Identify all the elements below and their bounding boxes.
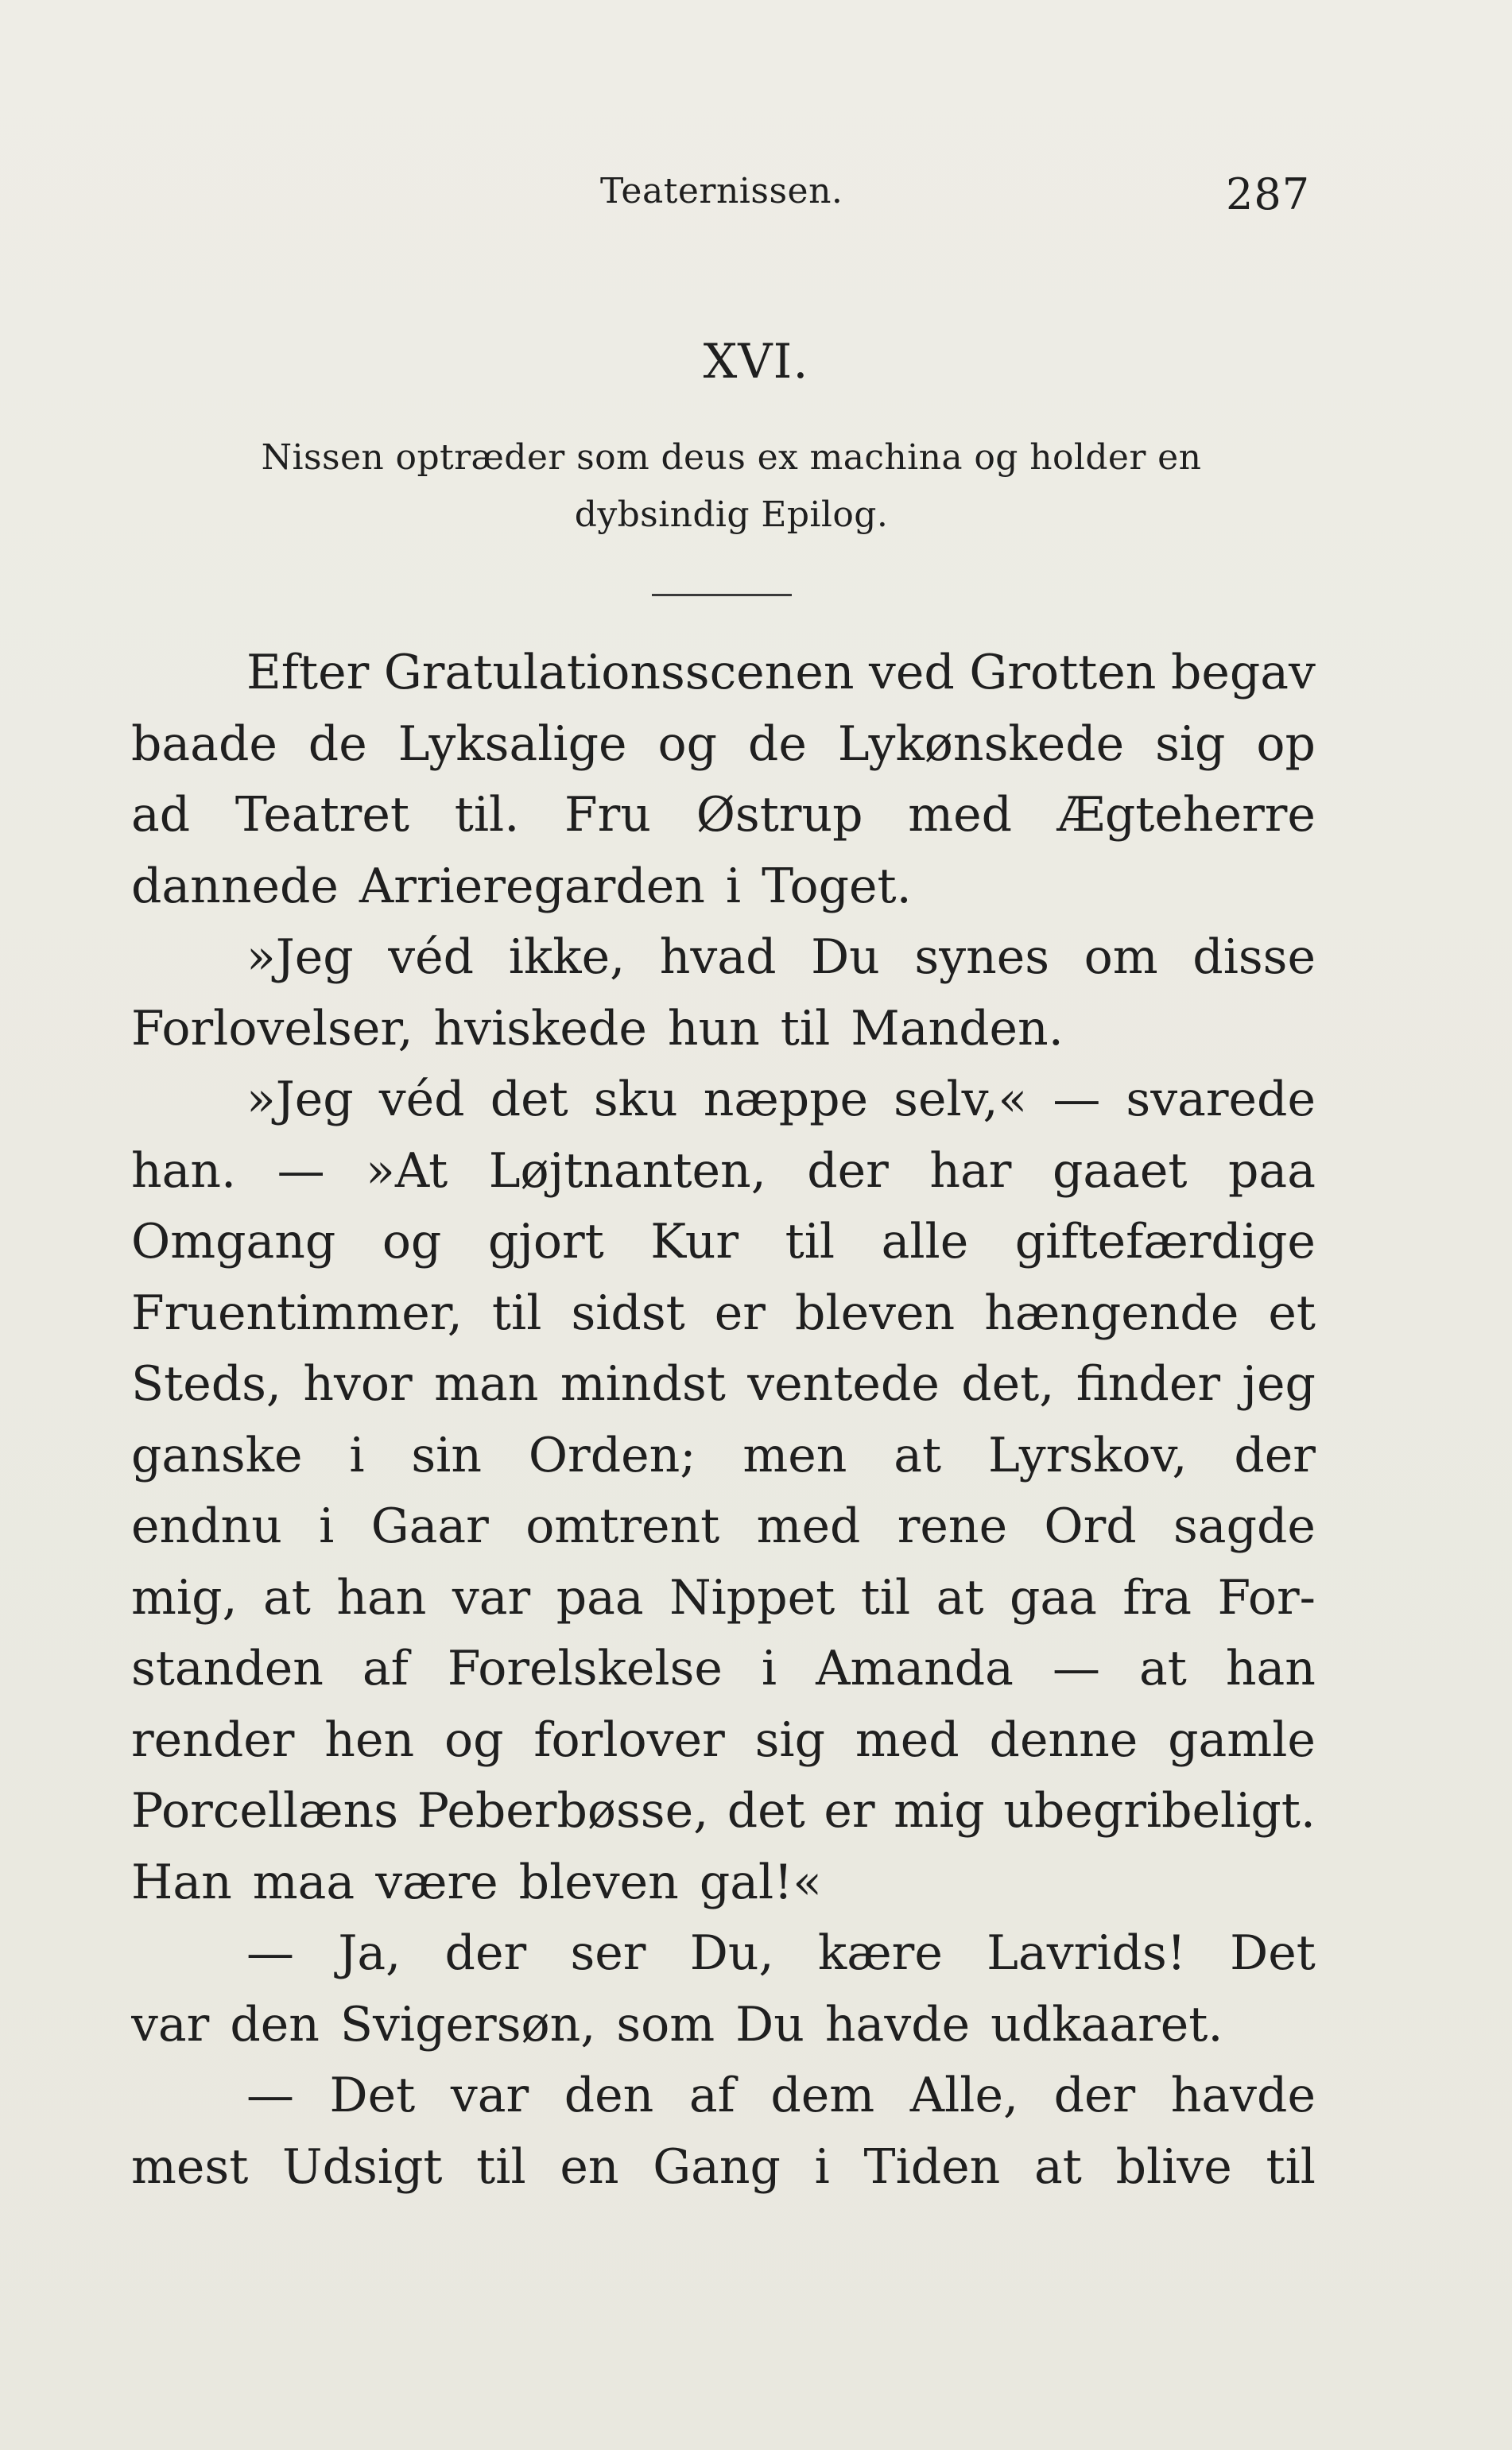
word: et [1268, 1285, 1316, 1341]
word: For- [1217, 1569, 1316, 1626]
text-line [131, 1634, 1316, 1705]
word: var [450, 2068, 529, 2123]
body-text [131, 638, 1316, 2203]
word: dem [770, 2068, 875, 2123]
word: næppe [703, 1072, 869, 1127]
word: Amanda [816, 1641, 1014, 1696]
word: Lykønskede [837, 715, 1125, 772]
text-line [131, 2060, 1316, 2132]
word: Steds, [131, 1356, 281, 1412]
word: at [1034, 2138, 1082, 2195]
chapter-subtitle [215, 429, 1248, 544]
word: Ord [1044, 1498, 1137, 1554]
word: forlover [533, 1712, 725, 1768]
word: er [714, 1285, 766, 1341]
word: ganske [131, 1427, 303, 1483]
page-header [0, 164, 1512, 219]
word: Teatret [235, 787, 409, 843]
word: begav [1170, 645, 1316, 700]
word: Orden; [528, 1427, 696, 1483]
word: af [688, 2068, 735, 2123]
text-line [131, 2132, 1316, 2204]
word: Du, [689, 1925, 774, 1981]
word: Udsigt [282, 2138, 443, 2195]
word: Det [329, 2068, 416, 2123]
word: ser [570, 1925, 646, 1981]
word: udkaaret. [991, 1996, 1223, 2053]
word: som [616, 1996, 715, 2053]
text-line [131, 1776, 1316, 1847]
word: i [319, 1498, 335, 1554]
word: gjort [487, 1214, 604, 1270]
word: med [908, 787, 1013, 843]
word: Toget. [762, 858, 912, 914]
word: — [1053, 1072, 1101, 1127]
word: — [246, 2068, 294, 2123]
word: Forelskelse [447, 1641, 723, 1696]
word: det [490, 1072, 568, 1127]
word: han [1225, 1641, 1316, 1696]
running-title: Teaternissen. [600, 171, 843, 211]
word: finder [1076, 1356, 1221, 1412]
word: véd [388, 929, 475, 985]
word: til [780, 1000, 831, 1056]
word: sidst [571, 1285, 685, 1341]
word: Forlovelser, [131, 1000, 413, 1056]
word: endnu [131, 1498, 282, 1554]
word: paa [556, 1569, 644, 1626]
word: til [860, 1569, 911, 1626]
word: mig, [131, 1569, 238, 1626]
word: Gang [653, 2138, 781, 2195]
word: ad [131, 787, 191, 843]
word: — [246, 1925, 294, 1981]
chapter-subtitle-line: dybsindig Epilog. [574, 494, 889, 535]
word: Fru [564, 787, 651, 843]
word: i [814, 2138, 830, 2195]
word: selv,« [894, 1072, 1028, 1127]
word: giftefærdige [1014, 1214, 1316, 1270]
word: den [564, 2068, 654, 2123]
word: at [263, 1569, 311, 1626]
word: Det [1230, 1925, 1316, 1981]
word: var [131, 1996, 210, 2053]
word: den [230, 1996, 320, 2053]
word: de [747, 715, 807, 772]
word: ikke, [508, 929, 626, 985]
page-number: 287 [1226, 169, 1311, 219]
text-line [131, 1918, 1316, 1990]
text-line [131, 1064, 1316, 1136]
word: Gratulationsscenen [383, 645, 855, 700]
word: i [725, 858, 742, 914]
word: véd [378, 1072, 465, 1127]
text-line [131, 994, 1316, 1065]
word: »Jeg [246, 929, 354, 985]
word: det, [961, 1356, 1055, 1412]
word: svarede [1126, 1072, 1316, 1127]
text-line [131, 1136, 1316, 1208]
word: at [1138, 1641, 1187, 1696]
word: til. [454, 787, 520, 843]
text-line [131, 1705, 1316, 1777]
word: og [444, 1712, 504, 1768]
word: Omgang [131, 1214, 336, 1270]
word: blive [1115, 2138, 1232, 2195]
word: mindst [560, 1356, 726, 1412]
word: i [761, 1641, 777, 1696]
chapter-number: XVI. [703, 334, 809, 390]
word: sig [754, 1712, 826, 1768]
word: mig [894, 1783, 985, 1839]
word: Gaar [370, 1498, 489, 1554]
word: men [742, 1427, 847, 1483]
word: til [476, 2138, 526, 2195]
word: gal!« [699, 1854, 823, 1910]
word: synes [914, 929, 1050, 985]
word: Peberbøsse, [417, 1783, 709, 1839]
chapter-subtitle-line: Nissen optræder som deus ex machina og holder en [261, 437, 1202, 478]
word: — [1052, 1641, 1100, 1696]
text-line [131, 1990, 1316, 2061]
word: ventede [747, 1356, 940, 1412]
word: denne [989, 1712, 1138, 1768]
word: Løjtnanten, [488, 1142, 766, 1199]
word: Porcellæns [131, 1783, 399, 1839]
word: op [1256, 715, 1316, 772]
word: om [1084, 929, 1158, 985]
word: Alle, [909, 2068, 1019, 2123]
word: Kur [650, 1214, 739, 1270]
word: render [131, 1712, 295, 1768]
word: og [382, 1214, 442, 1270]
word: var [452, 1569, 531, 1626]
word: til [1266, 2138, 1316, 2195]
word: Tiden [863, 2138, 1001, 2195]
word: hen [324, 1712, 415, 1768]
word: kære [817, 1925, 943, 1981]
word: ubegribeligt. [1003, 1783, 1316, 1839]
section-divider [652, 594, 792, 596]
word: hvor [303, 1356, 413, 1412]
word: og [657, 715, 717, 772]
word: havde [824, 1996, 971, 2053]
word: gaaet [1052, 1142, 1188, 1199]
text-line [131, 922, 1316, 994]
word: »At [366, 1142, 448, 1199]
word: han [336, 1569, 427, 1626]
word: til [491, 1285, 542, 1341]
word: disse [1192, 929, 1316, 985]
word: Grotten [969, 645, 1157, 700]
word: med [855, 1712, 960, 1768]
word: en [560, 2138, 619, 2195]
word: Lyrskov, [987, 1427, 1188, 1483]
word: Nippet [669, 1569, 835, 1626]
word: Fruentimmer, [131, 1285, 463, 1341]
text-line [131, 1278, 1316, 1350]
text-line [131, 1563, 1316, 1634]
text-line [131, 1207, 1316, 1278]
text-line [131, 709, 1316, 781]
word: »Jeg [246, 1072, 354, 1127]
word: Østrup [696, 787, 863, 843]
word: baade [131, 715, 277, 772]
word: man [434, 1356, 539, 1412]
word: Du [811, 929, 880, 985]
word: gaa [1009, 1569, 1097, 1626]
word: har [929, 1142, 1012, 1199]
word: være [375, 1854, 498, 1910]
word: med [756, 1498, 861, 1554]
word: Manden. [851, 1000, 1064, 1056]
word: omtrent [525, 1498, 720, 1554]
word: han. [131, 1142, 237, 1199]
word: hængende [984, 1285, 1239, 1341]
text-line [131, 851, 1316, 923]
word: ved [869, 645, 955, 700]
text-line [131, 1349, 1316, 1421]
word: Han [131, 1854, 232, 1910]
word: maa [252, 1854, 355, 1910]
word: — [277, 1142, 325, 1199]
word: Du [735, 1996, 804, 2053]
text-line [131, 780, 1316, 851]
text-line [131, 638, 1316, 709]
word: Efter [246, 645, 370, 700]
word: rene [897, 1498, 1008, 1554]
word: alle [881, 1214, 969, 1270]
word: bleven [518, 1854, 679, 1910]
word: gamle [1168, 1712, 1316, 1768]
word: Svigersøn, [339, 1996, 596, 2053]
word: sku [593, 1072, 678, 1127]
word: hun [667, 1000, 760, 1056]
word: der [444, 1925, 527, 1981]
text-line [131, 1847, 1316, 1919]
word: der [1234, 1427, 1316, 1483]
word: havde [1170, 2068, 1316, 2123]
word: bleven [795, 1285, 956, 1341]
word: Lavrids! [987, 1925, 1186, 1981]
word: Ægteherre [1056, 787, 1316, 843]
word: at [894, 1427, 942, 1483]
word: der [807, 1142, 889, 1199]
word: er [824, 1783, 875, 1839]
word: der [1053, 2068, 1136, 2123]
text-line [131, 1491, 1316, 1563]
word: standen [131, 1641, 324, 1696]
word: i [349, 1427, 365, 1483]
word: af [362, 1641, 409, 1696]
word: paa [1228, 1142, 1316, 1199]
word: jeg [1242, 1356, 1316, 1412]
word: fra [1122, 1569, 1192, 1626]
text-line [131, 1421, 1316, 1492]
word: Ja, [338, 1925, 401, 1981]
word: til [785, 1214, 835, 1270]
word: hviskede [433, 1000, 647, 1056]
word: sig [1155, 715, 1226, 772]
word: Lyksalige [397, 715, 627, 772]
word: det [727, 1783, 805, 1839]
word: hvad [659, 929, 777, 985]
word: de [308, 715, 367, 772]
word: sagde [1173, 1498, 1316, 1554]
word: dannede [131, 858, 339, 914]
word: at [936, 1569, 984, 1626]
word: Arrieregarden [359, 858, 705, 914]
word: mest [131, 2138, 249, 2195]
word: sin [411, 1427, 482, 1483]
